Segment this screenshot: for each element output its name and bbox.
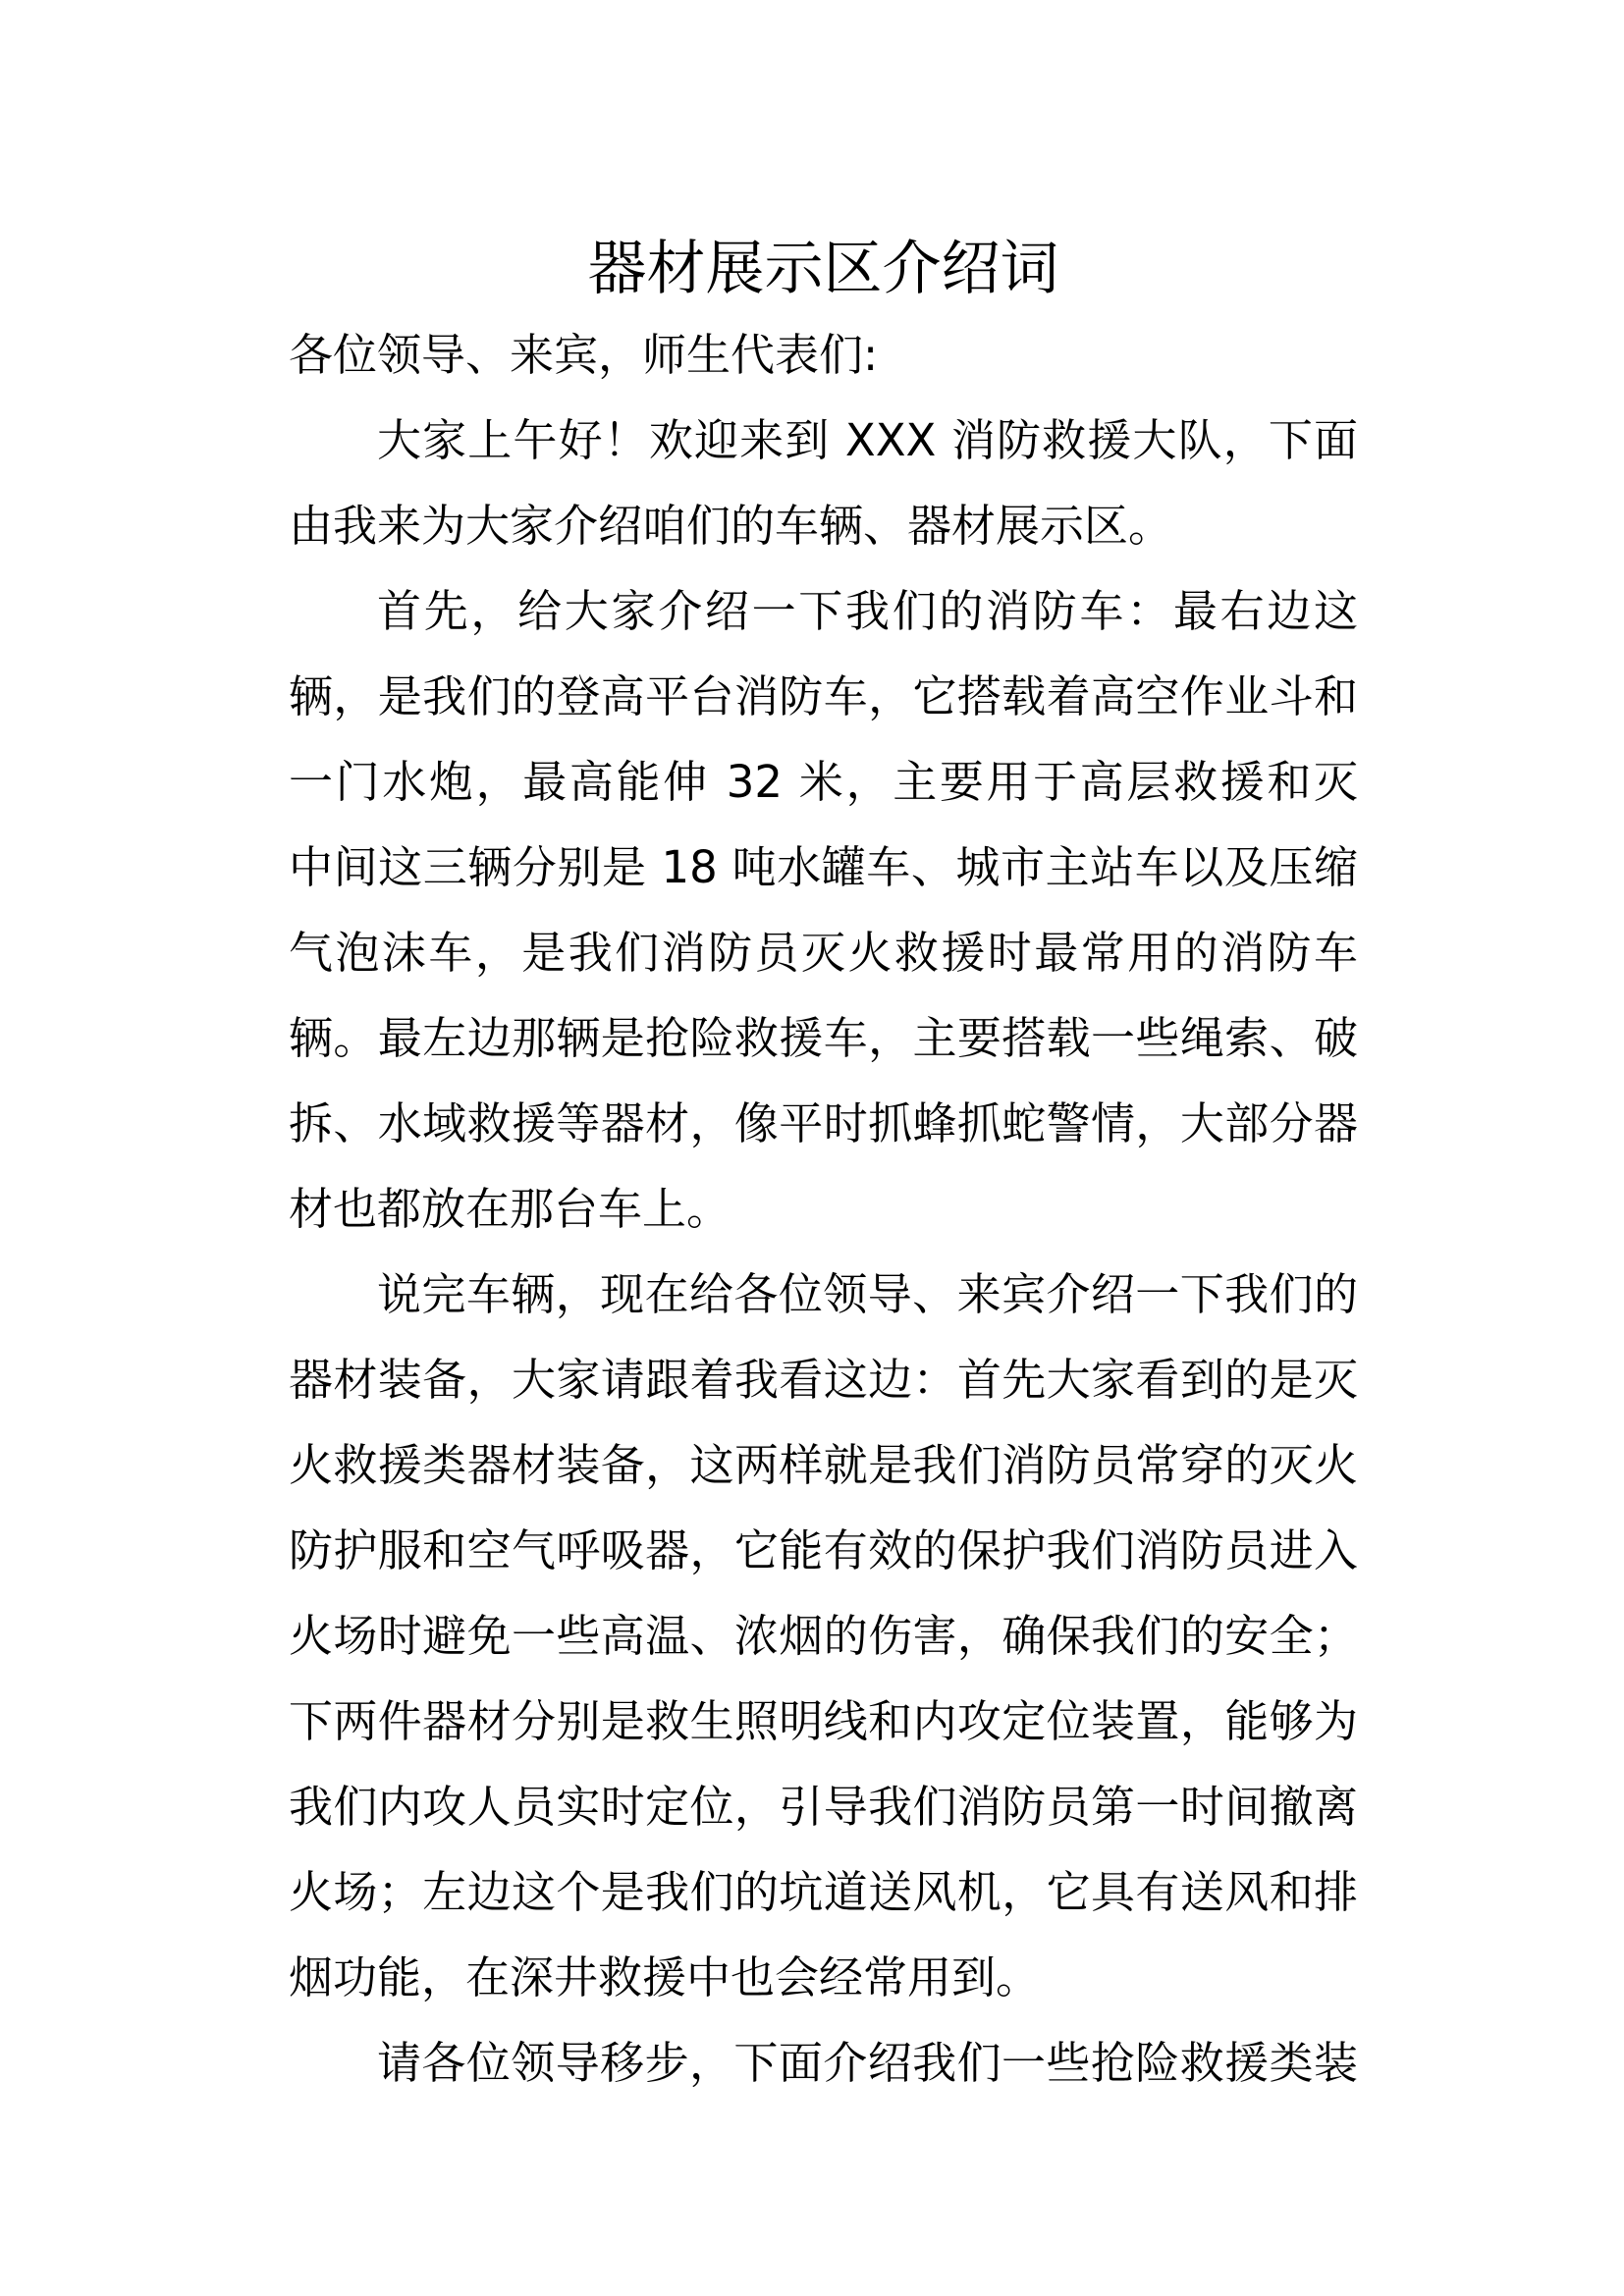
text-line: 下两件器材分别是救生照明线和内攻定位装置，能够为	[289, 1695, 1358, 1747]
document-page	[289, 227, 1358, 2106]
text-line: 拆、水域救援等器材，像平时抓蜂抓蛇警情，大部分器	[289, 1097, 1358, 1149]
text-line: 器材装备，大家请跟着我看这边：首先大家看到的是灭	[289, 1354, 1358, 1406]
text-line: 火场时避免一些高温、浓烟的伤害，确保我们的安全；	[289, 1610, 1358, 1662]
text-line: 气泡沫车，是我们消防员灭火救援时最常用的消防车	[289, 927, 1358, 979]
document-body	[289, 312, 1358, 2106]
text-line: 防护服和空气呼吸器，它能有效的保护我们消防员进入	[289, 1524, 1358, 1576]
text-line: 由我来为大家介绍咱们的车辆、器材展示区。	[289, 500, 1173, 552]
text-line: 请各位领导移步，下面介绍我们一些抢险救援类装	[377, 2037, 1358, 2089]
text-line: 首先，给大家介绍一下我们的消防车：最右边这	[377, 585, 1358, 637]
text-line: 火救援类器材装备，这两样就是我们消防员常穿的灭火	[289, 1439, 1358, 1491]
text-line: 说完车辆，现在给各位领导、来宾介绍一下我们的	[377, 1268, 1358, 1320]
text-line: 辆，是我们的登高平台消防车，它搭载着高空作业斗和	[289, 670, 1358, 722]
text-line: 一门水炮，最高能伸 32 米，主要用于高层救援和灭	[289, 756, 1358, 808]
text-line: 火场；左边这个是我们的坑道送风机，它具有送风和排	[289, 1866, 1358, 1918]
text-line: 辆。最左边那辆是抢险救援车，主要搭载一些绳索、破	[289, 1012, 1358, 1064]
text-line: 我们内攻人员实时定位，引导我们消防员第一时间撤离	[289, 1781, 1358, 1833]
text-line: 大家上午好！欢迎来到 XXX 消防救援大队，下面	[377, 414, 1358, 466]
text-line: 材也都放在那台车上。	[289, 1183, 731, 1235]
document-title: 器材展示区介绍词	[587, 235, 1059, 303]
text-line: 各位领导、来宾，师生代表们:	[289, 329, 879, 381]
text-line: 烟功能，在深井救援中也会经常用到。	[289, 1951, 1041, 2003]
text-line: 中间这三辆分别是 18 吨水罐车、城市主站车以及压缩	[289, 841, 1358, 893]
